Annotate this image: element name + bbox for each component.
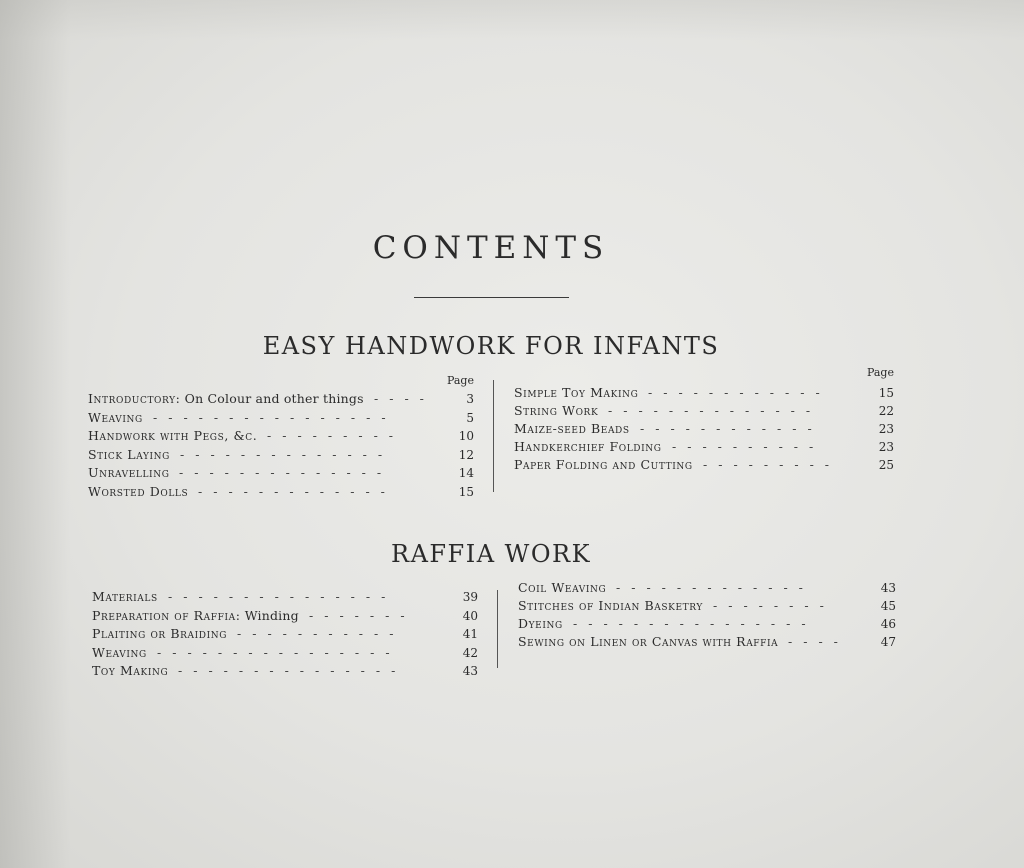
- entry-title-smallcaps: Introductory:: [88, 391, 181, 406]
- entry-title-plain: On Colour and other things: [180, 391, 364, 406]
- dot-leader: ---------: [703, 457, 841, 472]
- page-column-label: Page: [446, 374, 474, 387]
- page-number: 45: [880, 599, 896, 613]
- page-number: 15: [458, 485, 474, 499]
- entry-title: [514, 456, 693, 474]
- entry-title-plain: Winding: [240, 607, 299, 623]
- page-number: 23: [878, 422, 894, 436]
- dot-leader: ----------------: [573, 616, 817, 631]
- dot-leader: -------------: [198, 484, 396, 499]
- dot-leader: ----: [788, 634, 849, 649]
- infants-column-divider: [493, 380, 494, 492]
- entry-title-smallcaps: Coil Weaving: [518, 580, 607, 595]
- page-edge-shadow: [0, 0, 70, 868]
- contents-entry: [514, 402, 894, 420]
- dot-leader: ----: [374, 391, 435, 406]
- entry-title-smallcaps: Toy Making: [92, 663, 169, 679]
- section-heading-raffia: RAFFIA WORK: [391, 540, 591, 568]
- page-number: 25: [878, 458, 894, 472]
- contents-entry: [518, 579, 896, 597]
- contents-entry: [92, 662, 478, 680]
- entry-title: [518, 633, 778, 651]
- entry-title-smallcaps: Handwork with Pegs, &c.: [88, 428, 258, 444]
- page-number: 41: [462, 627, 478, 642]
- entry-title-smallcaps: Stick Laying: [88, 446, 170, 462]
- dot-leader: ---------------: [178, 663, 407, 679]
- entry-title-smallcaps: Handkerchief Folding: [514, 439, 662, 454]
- page-number: 43: [880, 581, 896, 595]
- entry-title-smallcaps: Simple Toy Making: [514, 385, 639, 400]
- dot-leader: ------------: [648, 385, 831, 400]
- title-rule: [414, 297, 569, 298]
- dot-leader: ------------: [640, 421, 823, 436]
- page-number: 15: [878, 386, 894, 400]
- contents-entry: [518, 615, 896, 633]
- contents-entry: [88, 464, 474, 482]
- dot-leader: --------------: [608, 403, 822, 418]
- entry-title: [88, 427, 257, 445]
- entry-title: [92, 644, 147, 662]
- page-top-shadow: [0, 0, 1024, 40]
- page-number: 42: [462, 645, 478, 660]
- contents-entry: [88, 446, 474, 464]
- raffia-left-column: [92, 588, 478, 688]
- contents-entry: [514, 384, 894, 402]
- page-number: 5: [466, 410, 474, 425]
- contents-entry: [88, 390, 474, 408]
- dot-leader: -----------: [237, 626, 405, 642]
- page-column-label: Page: [866, 366, 894, 379]
- entry-title-smallcaps: Plaiting or Braiding: [92, 626, 228, 642]
- infants-left-column: [88, 374, 474, 504]
- entry-title-smallcaps: Materials: [92, 589, 158, 604]
- raffia-column-divider: [497, 590, 498, 668]
- entry-title: [88, 483, 188, 501]
- entry-title-smallcaps: Worsted Dolls: [88, 484, 189, 499]
- contents-entry: [88, 483, 474, 501]
- entry-title: [92, 662, 168, 680]
- page-title: CONTENTS: [372, 230, 610, 266]
- raffia-right-column: [518, 579, 896, 659]
- contents-entry: [514, 438, 894, 456]
- contents-entry: [518, 633, 896, 651]
- contents-entry: [88, 427, 474, 445]
- entry-title: [88, 409, 143, 427]
- section-heading-infants: EASY HANDWORK FOR INFANTS: [262, 332, 720, 360]
- dot-leader: ---------: [267, 428, 405, 444]
- dot-leader: -------: [309, 607, 416, 623]
- entry-title-smallcaps: Paper Folding and Cutting: [514, 457, 693, 472]
- entry-title: [518, 615, 563, 633]
- page-number: 40: [462, 608, 478, 623]
- page-number: 39: [462, 590, 478, 604]
- page-number: 22: [878, 404, 894, 418]
- entry-title: [92, 625, 227, 643]
- page-number: 3: [466, 392, 474, 406]
- entry-title-smallcaps: Unravelling: [88, 465, 170, 481]
- entry-title: [88, 446, 170, 464]
- entry-title: [514, 420, 630, 438]
- dot-leader: --------------: [179, 465, 393, 481]
- entry-title: [518, 579, 606, 597]
- entry-title: [514, 402, 598, 420]
- dot-leader: ----------------: [157, 644, 401, 660]
- contents-entry: [92, 644, 478, 662]
- entry-title-smallcaps: String Work: [514, 403, 599, 418]
- entry-title: [518, 597, 703, 615]
- entry-title-smallcaps: Stitches of Indian Basketry: [518, 598, 703, 613]
- entry-title: [514, 384, 638, 402]
- entry-title: [88, 464, 169, 482]
- contents-entry: [518, 597, 896, 615]
- page-number: 46: [880, 617, 896, 631]
- page-number: 47: [880, 635, 896, 649]
- page-number: 23: [878, 440, 894, 454]
- contents-entry: [514, 420, 894, 438]
- entry-title-smallcaps: Preparation of Raffia:: [92, 607, 241, 623]
- entry-title: [514, 438, 662, 456]
- dot-leader: ----------------: [153, 409, 397, 425]
- page-number: 10: [458, 429, 474, 444]
- dot-leader: --------: [713, 598, 835, 613]
- contents-entry: [92, 625, 478, 643]
- dot-leader: -------------: [616, 580, 814, 595]
- page-number: 43: [462, 664, 478, 679]
- entry-title: [88, 390, 364, 408]
- dot-leader: ---------------: [168, 589, 397, 604]
- contents-entry: [92, 588, 478, 606]
- contents-entry: [92, 607, 478, 625]
- contents-entry: [88, 409, 474, 427]
- page-number: 14: [458, 466, 474, 481]
- entry-title-smallcaps: Weaving: [88, 409, 143, 425]
- entry-title-smallcaps: Sewing on Linen or Canvas with Raffia: [518, 634, 779, 649]
- dot-leader: --------------: [180, 446, 394, 462]
- entry-title-smallcaps: Dyeing: [518, 616, 563, 631]
- entry-title-smallcaps: Maize-seed Beads: [514, 421, 630, 436]
- entry-title-smallcaps: Weaving: [92, 644, 147, 660]
- page-number: 12: [458, 447, 474, 462]
- infants-right-column: [514, 366, 894, 476]
- entry-title: [92, 588, 158, 606]
- entry-title: [92, 607, 299, 625]
- contents-entry: [514, 456, 894, 474]
- dot-leader: ----------: [672, 439, 825, 454]
